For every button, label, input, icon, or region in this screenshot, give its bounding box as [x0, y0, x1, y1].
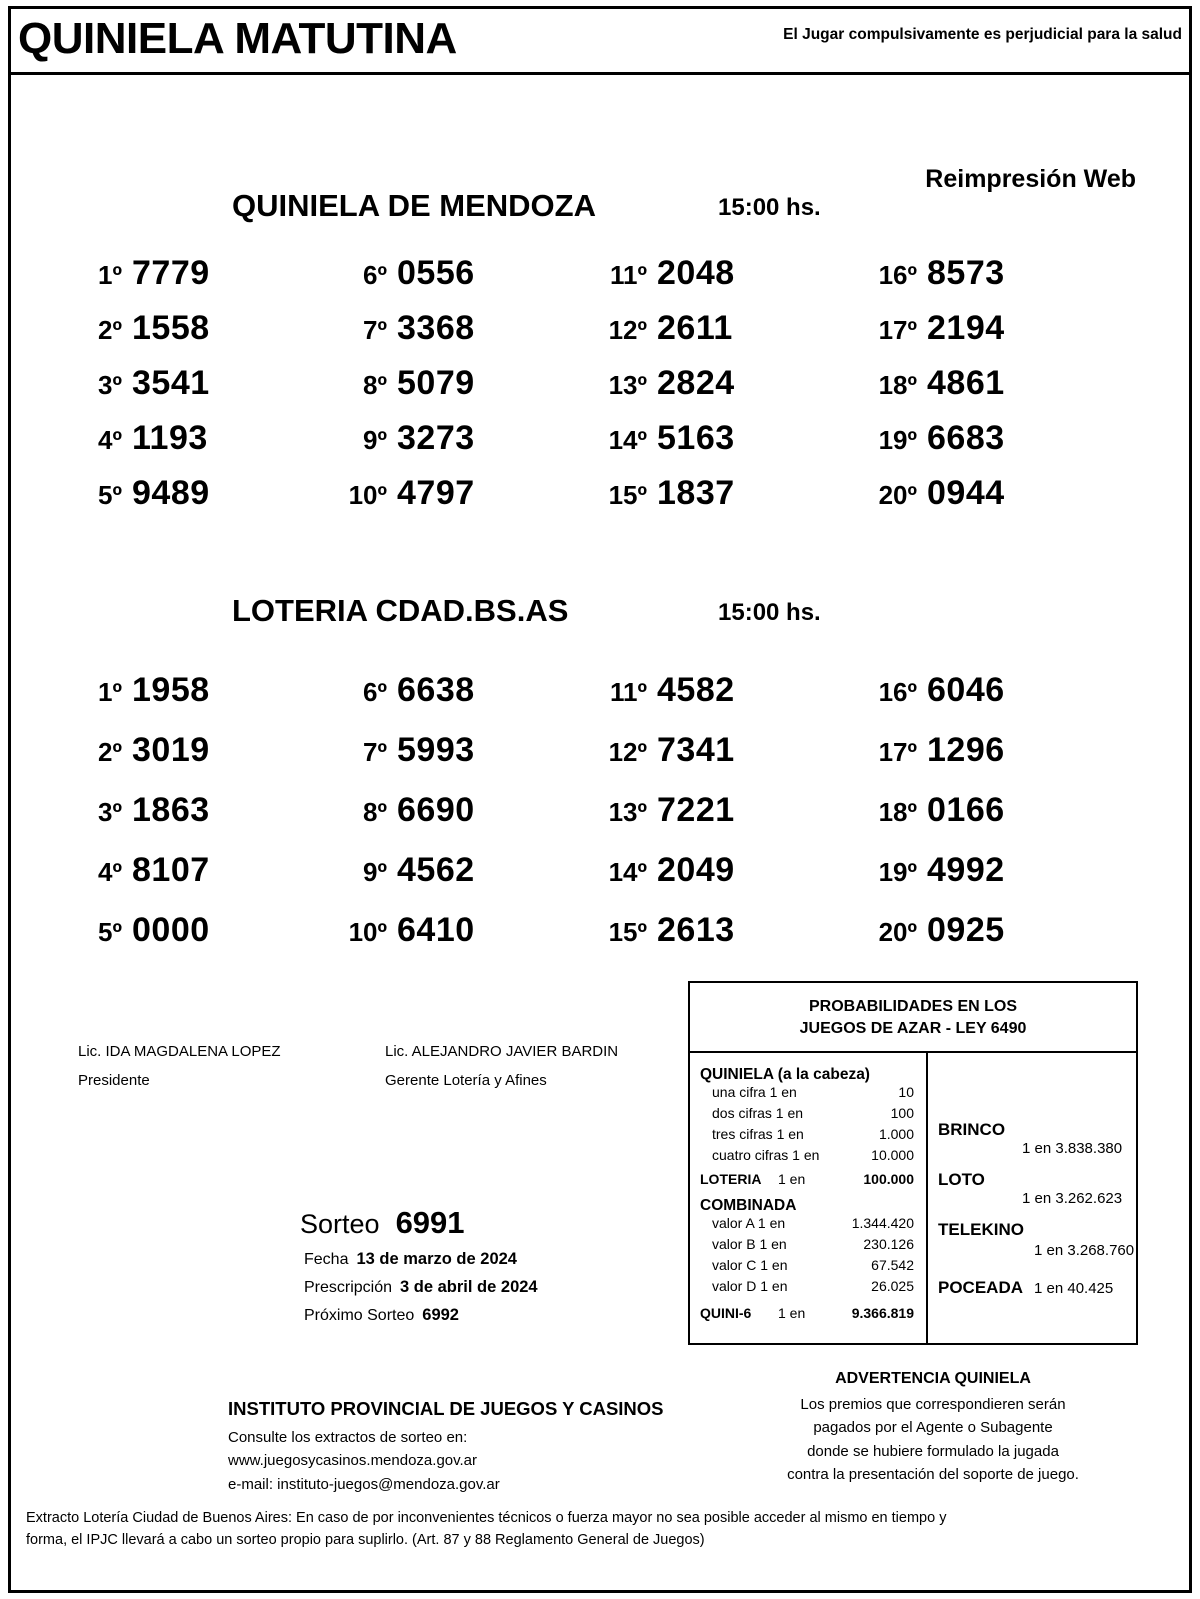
result-number: 4861	[927, 364, 1005, 402]
result-number: 7341	[657, 731, 735, 769]
result-number: 3273	[397, 419, 475, 457]
result-position: 3º	[98, 797, 122, 827]
result-number: 3541	[132, 364, 210, 402]
result-row	[855, 309, 1155, 364]
results-grid	[0, 671, 1200, 949]
results-column-1	[60, 671, 360, 971]
result-position: 2º	[98, 737, 122, 767]
result-position: 3º	[98, 370, 122, 400]
combinada-heading: COMBINADA	[700, 1197, 797, 1215]
quiniela-row	[700, 1105, 926, 1126]
result-row	[585, 851, 885, 911]
draw-title: LOTERIA CDAD.BS.AS	[232, 593, 569, 628]
sorteo-heading	[300, 1205, 680, 1241]
result-row	[60, 419, 360, 474]
results-column-3	[585, 254, 885, 529]
result-row	[325, 851, 625, 911]
result-position: 12º	[608, 315, 647, 345]
result-row	[325, 474, 625, 529]
result-number: 0166	[927, 791, 1005, 829]
result-row	[60, 254, 360, 309]
result-number: 3019	[132, 731, 210, 769]
result-position: 15º	[608, 480, 647, 510]
result-position: 19º	[878, 425, 917, 455]
game-odds: 1 en 3.268.760	[1034, 1242, 1135, 1260]
advertencia-block	[748, 1370, 1118, 1486]
result-position: 17º	[878, 737, 917, 767]
result-position: 20º	[878, 480, 917, 510]
prescripcion-label: Prescripción	[304, 1279, 393, 1296]
result-number: 2613	[657, 911, 735, 949]
game-loto	[938, 1170, 1136, 1214]
results-column-3	[585, 671, 885, 971]
result-position: 7º	[363, 315, 387, 345]
prescripcion-value: 3 de abril de 2024	[400, 1278, 538, 1296]
results-grid	[0, 254, 1200, 524]
result-row	[855, 911, 1155, 971]
result-number: 5079	[397, 364, 475, 402]
result-number: 1837	[657, 474, 735, 512]
result-number: 4562	[397, 851, 475, 889]
result-row	[60, 364, 360, 419]
result-number: 9489	[132, 474, 210, 512]
probabilities-box	[688, 981, 1138, 1345]
quiniela-heading: QUINIELA (a la cabeza)	[700, 1066, 870, 1084]
proximo-label: Próximo Sorteo	[304, 1307, 415, 1324]
result-row	[855, 731, 1155, 791]
game-odds: 1 en 3.838.380	[1022, 1140, 1123, 1158]
result-position: 8º	[363, 797, 387, 827]
reprint-label: Reimpresión Web	[925, 165, 1136, 193]
result-number: 0944	[927, 474, 1005, 512]
result-row	[855, 791, 1155, 851]
result-number: 5163	[657, 419, 735, 457]
results-column-2	[325, 671, 625, 971]
result-number: 3368	[397, 309, 475, 347]
probabilities-right-column	[930, 1053, 1136, 1343]
result-row	[60, 474, 360, 529]
result-number: 6046	[927, 671, 1005, 709]
page-title: QUINIELA MATUTINA	[18, 14, 457, 63]
loteria-value: 100.000	[863, 1171, 914, 1188]
result-row	[585, 309, 885, 364]
result-number: 6683	[927, 419, 1005, 457]
result-number: 0925	[927, 911, 1005, 949]
result-position: 6º	[363, 260, 387, 290]
signature-president	[78, 1043, 281, 1089]
result-position: 15º	[608, 917, 647, 947]
result-position: 1º	[98, 677, 122, 707]
proximo-value: 6992	[422, 1306, 459, 1324]
advertencia-line: contra la presentación del soporte de juego.	[787, 1465, 1079, 1483]
result-position: 11º	[610, 677, 647, 707]
advertencia-line: donde se hubiere formulado la jugada	[807, 1442, 1059, 1460]
result-number: 1193	[132, 419, 208, 457]
result-row	[60, 791, 360, 851]
combinada-row	[700, 1278, 926, 1299]
result-position: 16º	[878, 260, 917, 290]
combinada-row-value: 1.344.420	[851, 1215, 914, 1232]
game-poceada	[938, 1278, 1136, 1322]
signature-name: Lic. ALEJANDRO JAVIER BARDIN	[385, 1043, 619, 1060]
results-column-4	[855, 254, 1155, 529]
result-row	[585, 671, 885, 731]
quini6-row	[700, 1305, 926, 1329]
result-position: 10º	[348, 480, 387, 510]
draw-title: QUINIELA DE MENDOZA	[232, 188, 596, 223]
institute-block	[228, 1398, 748, 1496]
signature-manager	[385, 1043, 618, 1089]
result-position: 20º	[878, 917, 917, 947]
fecha-value: 13 de marzo de 2024	[356, 1250, 517, 1268]
result-row	[325, 731, 625, 791]
combinada-row-value: 230.126	[863, 1236, 914, 1253]
quiniela-row-label: cuatro cifras 1 en	[712, 1147, 820, 1164]
quiniela-row-label: tres cifras 1 en	[712, 1126, 804, 1143]
fecha-label: Fecha	[304, 1251, 349, 1268]
quiniela-row-value: 10	[898, 1084, 914, 1101]
quiniela-row	[700, 1084, 926, 1105]
loteria-mid: 1 en	[778, 1171, 806, 1188]
result-number: 1958	[132, 671, 210, 709]
result-number: 4582	[657, 671, 735, 709]
result-number: 8573	[927, 254, 1005, 292]
result-number: 2611	[657, 309, 733, 347]
result-position: 4º	[98, 425, 122, 455]
sorteo-prescripcion	[304, 1278, 680, 1297]
institute-website[interactable]: www.juegosycasinos.mendoza.gov.ar	[228, 1452, 478, 1470]
result-row	[585, 911, 885, 971]
result-position: 11º	[610, 260, 647, 290]
result-number: 6638	[397, 671, 475, 709]
result-row	[325, 791, 625, 851]
result-row	[585, 419, 885, 474]
game-telekino	[938, 1220, 1136, 1264]
combinada-row-label: valor B 1 en	[712, 1236, 787, 1253]
draw-header	[0, 593, 1200, 641]
result-row	[60, 851, 360, 911]
draw-time: 15:00 hs.	[718, 194, 821, 221]
combinada-row-label: valor D 1 en	[712, 1278, 788, 1295]
advertencia-line: pagados por el Agente o Subagente	[813, 1419, 1053, 1437]
sorteo-label: Sorteo	[300, 1209, 380, 1239]
result-row	[855, 364, 1155, 419]
result-number: 8107	[132, 851, 210, 889]
combinada-row-label: valor C 1 en	[712, 1257, 788, 1274]
game-odds: 1 en 40.425	[1034, 1280, 1114, 1298]
result-position: 9º	[363, 857, 387, 887]
result-position: 18º	[878, 370, 917, 400]
game-name: LOTO	[938, 1170, 985, 1190]
result-row	[60, 309, 360, 364]
result-position: 1º	[98, 260, 122, 290]
gambling-warning-top: El Jugar compulsivamente es perjudicial para la salud	[783, 26, 1182, 43]
advertencia-title: ADVERTENCIA QUINIELA	[835, 1370, 1031, 1387]
result-position: 17º	[878, 315, 917, 345]
result-position: 13º	[608, 370, 647, 400]
result-row	[585, 474, 885, 529]
probabilities-title-line2: JUEGOS DE AZAR - LEY 6490	[799, 1019, 1027, 1037]
quiniela-row-value: 10.000	[871, 1147, 914, 1164]
loteria-label: LOTERIA	[700, 1171, 762, 1188]
combinada-row-value: 26.025	[871, 1278, 914, 1295]
quini6-mid: 1 en	[778, 1305, 806, 1322]
result-row	[60, 911, 360, 971]
result-row	[325, 254, 625, 309]
footnote-line: forma, el IPJC llevará a cabo un sorteo propio para suplirlo. (Art. 87 y 88 Reglamento General de Juegos)	[26, 1531, 705, 1548]
quiniela-row	[700, 1126, 926, 1147]
draw-time: 15:00 hs.	[718, 599, 821, 626]
result-row	[855, 671, 1155, 731]
advertencia-line: Los premios que correspondieren serán	[800, 1396, 1066, 1413]
result-position: 14º	[608, 425, 647, 455]
combinada-row	[700, 1236, 926, 1257]
result-position: 2º	[98, 315, 122, 345]
result-row	[325, 419, 625, 474]
combinada-row-label: valor A 1 en	[712, 1215, 786, 1232]
results-column-4	[855, 671, 1155, 971]
result-row	[855, 254, 1155, 309]
combinada-row	[700, 1257, 926, 1278]
results-column-2	[325, 254, 625, 529]
document-header	[18, 14, 1182, 68]
result-position: 4º	[98, 857, 122, 887]
result-position: 16º	[878, 677, 917, 707]
result-row	[585, 731, 885, 791]
result-number: 4797	[397, 474, 475, 512]
signature-role: Presidente	[78, 1072, 150, 1089]
probabilities-left-column	[690, 1053, 928, 1343]
result-row	[585, 364, 885, 419]
sorteo-proximo	[304, 1306, 680, 1325]
quiniela-row-label: dos cifras 1 en	[712, 1105, 804, 1122]
result-position: 5º	[98, 480, 122, 510]
result-number: 1296	[927, 731, 1005, 769]
signature-role: Gerente Lotería y Afines	[385, 1072, 547, 1089]
result-row	[585, 791, 885, 851]
results-column-1	[60, 254, 360, 529]
result-row	[60, 671, 360, 731]
game-name: TELEKINO	[938, 1220, 1024, 1240]
game-brinco	[938, 1120, 1136, 1164]
draw-header	[0, 188, 1200, 236]
result-position: 10º	[348, 917, 387, 947]
quiniela-row	[700, 1147, 926, 1168]
footnote-line: Extracto Lotería Ciudad de Buenos Aires: En caso de por inconvenientes técnicos o fuerza mayor no sea posible acceder al mismo en tiempo y	[26, 1510, 947, 1526]
result-row	[325, 911, 625, 971]
result-number: 0556	[397, 254, 475, 292]
sorteo-fecha	[304, 1250, 680, 1269]
result-row	[325, 364, 625, 419]
result-number: 1558	[132, 309, 210, 347]
game-name: BRINCO	[938, 1120, 1006, 1140]
result-number: 2048	[657, 254, 735, 292]
result-row	[585, 254, 885, 309]
result-row	[325, 309, 625, 364]
sorteo-number: 6991	[395, 1205, 465, 1240]
result-position: 8º	[363, 370, 387, 400]
draw-block-bsas	[0, 593, 1200, 949]
result-number: 1863	[132, 791, 210, 829]
game-name: POCEADA	[938, 1278, 1024, 1298]
result-number: 6690	[397, 791, 475, 829]
quiniela-row-label: una cifra 1 en	[712, 1084, 797, 1101]
institute-line: Consulte los extractos de sorteo en:	[228, 1429, 468, 1446]
result-position: 14º	[608, 857, 647, 887]
result-row	[325, 671, 625, 731]
result-number: 2194	[927, 309, 1005, 347]
institute-title: INSTITUTO PROVINCIAL DE JUEGOS Y CASINOS	[228, 1398, 664, 1419]
sorteo-info	[300, 1205, 680, 1325]
result-number: 4992	[927, 851, 1005, 889]
result-position: 12º	[608, 737, 647, 767]
combinada-row-value: 67.542	[871, 1257, 914, 1274]
probabilities-title-line1: PROBABILIDADES EN LOS	[808, 998, 1017, 1015]
result-row	[60, 731, 360, 791]
probabilities-title	[690, 983, 1136, 1051]
loteria-row	[700, 1171, 926, 1195]
result-position: 13º	[608, 797, 647, 827]
result-number: 5993	[397, 731, 475, 769]
quiniela-row-value: 100	[890, 1105, 914, 1122]
draw-block-mendoza	[0, 188, 1200, 524]
combinada-row	[700, 1215, 926, 1236]
result-row	[855, 474, 1155, 529]
result-number: 0000	[132, 911, 210, 949]
result-position: 18º	[878, 797, 917, 827]
footnote	[26, 1508, 1174, 1552]
result-number: 7221	[657, 791, 735, 829]
signature-name: Lic. IDA MAGDALENA LOPEZ	[78, 1043, 281, 1060]
result-number: 7779	[132, 254, 210, 292]
probabilities-body	[690, 1051, 1136, 1343]
quiniela-row-value: 1.000	[878, 1126, 914, 1143]
result-position: 6º	[363, 677, 387, 707]
result-position: 9º	[363, 425, 387, 455]
result-row	[855, 419, 1155, 474]
result-row	[855, 851, 1155, 911]
result-position: 5º	[98, 917, 122, 947]
institute-email[interactable]: e-mail: instituto-juegos@mendoza.gov.ar	[228, 1475, 500, 1493]
result-number: 2049	[657, 851, 735, 889]
result-number: 2824	[657, 364, 735, 402]
result-number: 6410	[397, 911, 475, 949]
quini6-value: 9.366.819	[851, 1305, 914, 1322]
result-position: 7º	[363, 737, 387, 767]
header-divider	[11, 72, 1189, 75]
result-position: 19º	[878, 857, 917, 887]
game-odds: 1 en 3.262.623	[1022, 1190, 1123, 1208]
quini6-label: QUINI-6	[700, 1305, 752, 1322]
